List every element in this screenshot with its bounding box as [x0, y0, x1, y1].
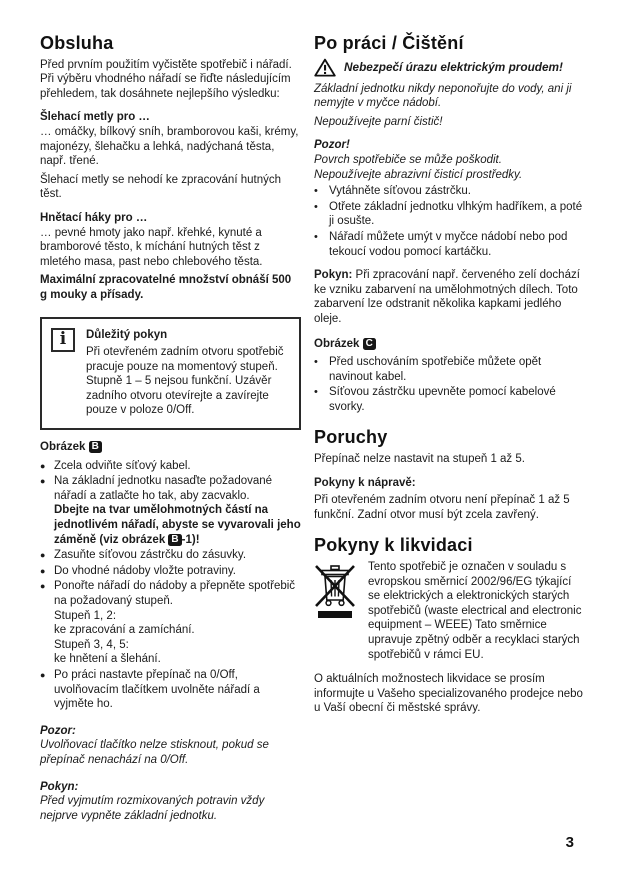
- warning-title: Nebezpečí úrazu elektrickým proudem!: [344, 59, 563, 74]
- pozor-right-line2: Nepoužívejte abrazivní čisticí prostředky.: [314, 168, 523, 181]
- remedy-text: Při otevřeném zadním otvoru není přepínač 1 až 5 funkční. Zadní otvor musí být zcela zavřený.: [314, 494, 570, 521]
- pokyn-section: [40, 780, 301, 824]
- figure-b-label: Obrázek B: [40, 440, 301, 455]
- warning-body-1: Základní jednotku nikdy neponořujte do vody, ani ji nemyjte v myčce nádobí.: [314, 82, 572, 110]
- pokyn-label: Pokyn:: [40, 780, 79, 793]
- infobox-title: Důležitý pokyn: [86, 328, 168, 341]
- info-icon: i: [51, 328, 75, 352]
- bullet-icon: •: [314, 386, 318, 399]
- whisk-heading: Šlehací metly pro …: [40, 111, 150, 124]
- bullet-icon: ●: [40, 550, 46, 561]
- hook-section: [40, 211, 301, 303]
- right-column: [314, 33, 584, 720]
- step-attach-warning: Dbejte na tvar umělohmotných částí na jednotlivém nářadí, abyste se vyvarovali jeho záměně (viz obrázek B -1)!: [54, 504, 301, 546]
- hook-heading: Hnětací háky pro …: [40, 211, 148, 224]
- left-column: [40, 33, 301, 827]
- figure-c-label: Obrázek C: [314, 337, 584, 352]
- whisk-text: … omáčky, bílkový sníh, bramborovou kaši, krémy, majonézy, šlehačku a lehká, nadýchaná těsta, např. třené.: [40, 125, 299, 168]
- remedy-label: Pokyny k nápravě:: [314, 476, 416, 489]
- section-title-disposal: Pokyny k likvidaci: [314, 535, 473, 556]
- bullet-icon: ●: [40, 460, 46, 471]
- warning-triangle-icon: [314, 58, 336, 77]
- pozor-section-right: [314, 138, 584, 182]
- storage-steps-list: [314, 355, 584, 414]
- pokyn-right-text: Při zpracování např. červeného zelí dochází ke vzniku zabarvení na umělohmotných dílech. Toto zabarvení lze odstranit několika kapkami jedlého oleje.: [314, 269, 580, 325]
- speed-line: ke hnětení a šlehání.: [54, 653, 161, 666]
- list-item: • Síťovou zástrčku upevněte pomocí kabelové svorky.: [314, 386, 556, 413]
- list-item: ● Zasuňte síťovou zástrčku do zásuvky.: [40, 549, 247, 562]
- speed-line: Stupeň 1, 2:: [54, 609, 117, 622]
- section-title-faults: Poruchy: [314, 427, 388, 448]
- operation-steps-list: [40, 459, 301, 712]
- infobox-content: [86, 328, 289, 419]
- bullet-icon: •: [314, 230, 318, 243]
- bullet-icon: •: [314, 356, 318, 369]
- disposal-info: [314, 560, 584, 662]
- pozor-right-label: Pozor!: [314, 139, 350, 152]
- remedy-section: [314, 476, 584, 523]
- max-quantity-text: Maximální zpracovatelné množství obnáší 500 g mouky a přísady.: [40, 274, 292, 301]
- bullet-icon: ●: [40, 476, 46, 487]
- infobox-text: Při otevřeném zadním otvoru spotřebič pracuje pouze na momentový stupeň. Stupně 1 – 5 nejsou funkční. Uzávěr zadního otvoru otevírejte a zavírejte pouze v poloze 0/Off.: [86, 346, 284, 417]
- electric-shock-warning: [314, 58, 584, 77]
- speed-line: Stupeň 3, 4, 5:: [54, 638, 129, 651]
- bullet-icon: ●: [40, 565, 46, 576]
- hook-text: … pevné hmoty jako např. křehké, kynuté a bramborové těsto, k míchání hutných těst z mletého masa, past nebo chlebového těsta.: [40, 226, 263, 268]
- page-number: 3: [565, 834, 574, 851]
- list-item: ● Po práci nastavte přepínač na 0/Off, uvolňovacím tlačítkem uvolněte nářadí a vyjměte ho.: [40, 668, 260, 711]
- list-item: • Nářadí můžete umýt v myčce nádobí nebo pod tekoucí vodou pomocí kartáčku.: [314, 230, 568, 258]
- bullet-icon: •: [314, 185, 318, 198]
- list-item: ● Do vhodné nádoby vložte potraviny.: [40, 564, 236, 577]
- list-item: [40, 579, 301, 667]
- figure-b-badge: B: [89, 441, 102, 453]
- list-item: • Před uschováním spotřebiče můžete opět navinout kabel.: [314, 356, 542, 383]
- pokyn-right-paragraph: [314, 268, 584, 326]
- bullet-icon: ●: [40, 581, 46, 592]
- whisk-section: [40, 110, 301, 202]
- pokyn-right-label: Pokyn:: [314, 269, 353, 282]
- disposal-text: Tento spotřebič je označen v souladu s evropskou směrnicí 2002/96/EG týkající se elektrických a elektronických starých spotřebičů (waste electrical and electronic equipment – WEEE) Tato směrnice upravuje zpětný odběr a recyklaci starých spotřebičů v rámci EU.: [368, 561, 582, 661]
- speed-line: ke zpracování a zamíchání.: [54, 624, 195, 637]
- section-title-obsluha: Obsluha: [40, 33, 114, 53]
- step-speed-main: Ponořte nářadí do nádoby a přepněte spotřebič na požadovaný stupeň.: [54, 580, 296, 607]
- list-item: [40, 474, 301, 547]
- intro-paragraph: Před prvním použitím vyčistěte spotřebič i nářadí. Při výběru vhodného nářadí se řiďte následujícím přehledem, tak dosáhnete nejlepšího výsledku:: [40, 58, 292, 100]
- disposal-note: O aktuálních možnostech likvidace se prosím informujte u Vašeho specializovaného prodejce nebo u Vaší obecní či městské správy.: [314, 673, 583, 715]
- warning-body-2: Nepoužívejte parní čistič!: [314, 115, 443, 128]
- step-attach-text: Na základní jednotku nasaďte požadované nářadí a zatlačte ho tak, aby zacvaklo.: [54, 475, 273, 502]
- weee-crossed-bin-icon: [314, 562, 356, 620]
- faults-text: Přepínač nelze nastavit na stupeň 1 až 5.: [314, 453, 525, 466]
- important-note-box: [40, 317, 301, 431]
- list-item: ● Zcela odviňte síťový kabel.: [40, 459, 191, 472]
- pozor-section: [40, 724, 301, 768]
- bullet-icon: •: [314, 200, 318, 213]
- figure-c-badge: C: [363, 338, 376, 350]
- cleaning-steps-list: [314, 184, 584, 259]
- bullet-icon: ●: [40, 669, 46, 680]
- figure-b-inline-badge: B: [168, 534, 181, 546]
- pozor-right-line1: Povrch spotřebiče se může poškodit.: [314, 153, 502, 166]
- pozor-text: Uvolňovací tlačítko nelze stisknout, pokud se přepínač nenachází na 0/Off.: [40, 739, 269, 766]
- list-item: • Vytáhněte síťovou zástrčku.: [314, 185, 471, 198]
- whisk-note: Šlehací metly se nehodí ke zpracování hutných těst.: [40, 173, 282, 201]
- pokyn-text: Před vyjmutím rozmixovaných potravin vždy nejprve vypněte základní jednotku.: [40, 795, 265, 822]
- section-title-cleaning: Po práci / Čištění: [314, 33, 464, 53]
- pozor-label: Pozor:: [40, 724, 76, 737]
- list-item: • Otřete základní jednotku vlhkým hadříkem, a poté ji osušte.: [314, 200, 583, 228]
